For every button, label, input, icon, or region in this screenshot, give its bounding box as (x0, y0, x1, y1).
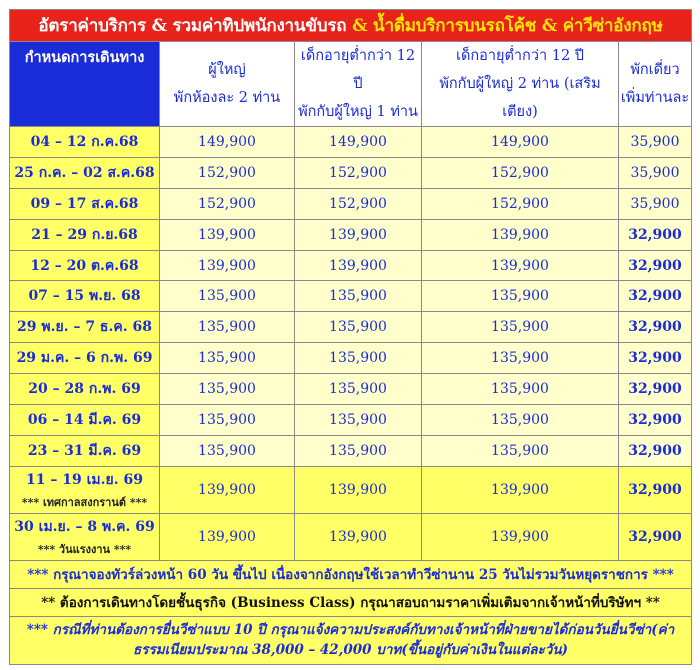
child-two-adults-price-cell: 135,900 (422, 312, 619, 343)
child-two-adults-price-cell: 152,900 (422, 188, 619, 219)
adult-price-cell: 139,900 (160, 466, 295, 513)
travel-date-cell: 29 พ.ย. – 7 ธ.ค. 68 (10, 312, 160, 343)
travel-date-cell: 07 – 15 พ.ย. 68 (10, 281, 160, 312)
adult-price-cell: 139,900 (160, 219, 295, 250)
adult-price-cell: 135,900 (160, 312, 295, 343)
single-supplement-cell: 35,900 (619, 127, 692, 158)
table-row (10, 219, 692, 250)
single-supplement-cell: 32,900 (619, 466, 692, 513)
header-child-two-adults: เด็กอายุต่ำกว่า 12 ปี พักกับผู้ใหญ่ 2 ท่าน (เสริมเตียง) (422, 42, 619, 127)
travel-date-cell: 09 – 17 ส.ค.68 (10, 188, 160, 219)
adult-price-cell: 139,900 (160, 250, 295, 281)
table-row (10, 312, 692, 343)
table-row (10, 127, 692, 158)
child-two-adults-price-cell: 135,900 (422, 343, 619, 374)
table-row (10, 466, 692, 513)
travel-date-cell: 20 – 28 ก.พ. 69 (10, 374, 160, 405)
travel-date-cell: 04 – 12 ก.ค.68 (10, 127, 160, 158)
adult-price-cell: 152,900 (160, 157, 295, 188)
single-supplement-cell: 32,900 (619, 343, 692, 374)
note-row-advance-booking (10, 560, 692, 588)
child-two-adults-price-cell: 139,900 (422, 250, 619, 281)
child-one-adult-price-cell: 135,900 (295, 405, 422, 436)
note-row-business-class (10, 588, 692, 616)
single-supplement-cell: 32,900 (619, 405, 692, 436)
child-two-adults-price-cell: 139,900 (422, 466, 619, 513)
table-title (10, 10, 692, 42)
travel-date-cell: 21 – 29 ก.ย.68 (10, 219, 160, 250)
child-one-adult-price-cell: 139,900 (295, 250, 422, 281)
travel-date-cell: 30 เม.ย. – 8 พ.ค. 69 *** วันแรงงาน *** (10, 513, 160, 560)
adult-price-cell: 135,900 (160, 435, 295, 466)
child-one-adult-price-cell: 152,900 (295, 157, 422, 188)
header-child-one-adult: เด็กอายุต่ำกว่า 12 ปี พักกับผู้ใหญ่ 1 ท่าน (295, 42, 422, 127)
header-travel-dates: กำหนดการเดินทาง (10, 42, 160, 127)
table-row (10, 188, 692, 219)
child-two-adults-price-cell: 135,900 (422, 281, 619, 312)
header-adult: ผู้ใหญ่ พักห้องละ 2 ท่าน (160, 42, 295, 127)
child-one-adult-price-cell: 135,900 (295, 343, 422, 374)
single-supplement-cell: 32,900 (619, 513, 692, 560)
child-two-adults-price-cell: 135,900 (422, 374, 619, 405)
single-supplement-cell: 35,900 (619, 157, 692, 188)
title-row (10, 10, 692, 42)
table-row (10, 435, 692, 466)
table-row (10, 343, 692, 374)
child-one-adult-price-cell: 135,900 (295, 435, 422, 466)
child-one-adult-price-cell: 135,900 (295, 312, 422, 343)
travel-date-cell: 23 – 31 มี.ค. 69 (10, 435, 160, 466)
single-supplement-cell: 32,900 (619, 312, 692, 343)
child-one-adult-price-cell: 149,900 (295, 127, 422, 158)
child-two-adults-price-cell: 135,900 (422, 435, 619, 466)
child-one-adult-price-cell: 139,900 (295, 513, 422, 560)
child-one-adult-price-cell: 139,900 (295, 466, 422, 513)
adult-price-cell: 139,900 (160, 513, 295, 560)
title-part-yellow: & น้ำดื่มบริการบนรถโค้ช & ค่าวีซ่าอังกฤษ (352, 16, 663, 36)
price-table (9, 9, 692, 665)
title-part-white: อัตราค่าบริการ & รวมค่าทิปพนักงานขับรถ (38, 16, 353, 36)
table-row (10, 250, 692, 281)
note-row-ten-year-visa (10, 616, 692, 664)
adult-price-cell: 149,900 (160, 127, 295, 158)
adult-price-cell: 135,900 (160, 281, 295, 312)
child-two-adults-price-cell: 139,900 (422, 513, 619, 560)
travel-date-cell: 25 ก.ค. – 02 ส.ค.68 (10, 157, 160, 188)
travel-date-cell: 11 – 19 เม.ย. 69 *** เทศกาลสงกรานต์ *** (10, 466, 160, 513)
child-one-adult-price-cell: 139,900 (295, 219, 422, 250)
single-supplement-cell: 32,900 (619, 281, 692, 312)
single-supplement-cell: 35,900 (619, 188, 692, 219)
table-row (10, 157, 692, 188)
single-supplement-cell: 32,900 (619, 435, 692, 466)
child-two-adults-price-cell: 139,900 (422, 219, 619, 250)
child-one-adult-price-cell: 135,900 (295, 281, 422, 312)
travel-date-cell: 06 – 14 มี.ค. 69 (10, 405, 160, 436)
travel-date-cell: 29 ม.ค. – 6 ก.พ. 69 (10, 343, 160, 374)
table-row (10, 281, 692, 312)
header-row (10, 42, 692, 127)
price-table-sheet (9, 9, 691, 665)
child-one-adult-price-cell: 135,900 (295, 374, 422, 405)
adult-price-cell: 135,900 (160, 405, 295, 436)
child-two-adults-price-cell: 152,900 (422, 157, 619, 188)
child-one-adult-price-cell: 152,900 (295, 188, 422, 219)
note-business-class: ** ต้องการเดินทางโดยชั้นธุรกิจ (Business Class) กรุณาสอบถามราคาเพิ่มเติมจากเจ้าหน้าที่บริษัทฯ ** (10, 588, 692, 616)
table-row (10, 374, 692, 405)
child-two-adults-price-cell: 149,900 (422, 127, 619, 158)
child-two-adults-price-cell: 135,900 (422, 405, 619, 436)
adult-price-cell: 135,900 (160, 343, 295, 374)
single-supplement-cell: 32,900 (619, 219, 692, 250)
holiday-note: *** เทศกาลสงกรานต์ *** (21, 495, 148, 509)
adult-price-cell: 135,900 (160, 374, 295, 405)
travel-date-cell: 12 – 20 ต.ค.68 (10, 250, 160, 281)
single-supplement-cell: 32,900 (619, 250, 692, 281)
holiday-note: *** วันแรงงาน *** (37, 542, 132, 556)
single-supplement-cell: 32,900 (619, 374, 692, 405)
note-advance-booking: *** กรุณาจองทัวร์ล่วงหน้า 60 วัน ขึ้นไป เนื่องจากอังกฤษใช้เวลาทำวีซ่านาน 25 วันไม่รวมวันหยุดราชการ *** (10, 560, 692, 588)
adult-price-cell: 152,900 (160, 188, 295, 219)
table-row (10, 513, 692, 560)
note-ten-year-visa: *** กรณีที่ท่านต้องการยื่นวีซ่าแบบ 10 ปี กรุณาแจ้งความประสงค์กับทางเจ้าหน้าที่ฝ่ายขายได้ก่อนวันยื่นวีซ่า(ค่าธรรมเนียมประมาณ 38,000 – 42,000 บาท(ขึ้นอยู่กับค่าเงินในแต่ละวัน) (10, 616, 692, 664)
table-row (10, 405, 692, 436)
header-single-supplement: พักเดี่ยว เพิ่มท่านละ (619, 42, 692, 127)
